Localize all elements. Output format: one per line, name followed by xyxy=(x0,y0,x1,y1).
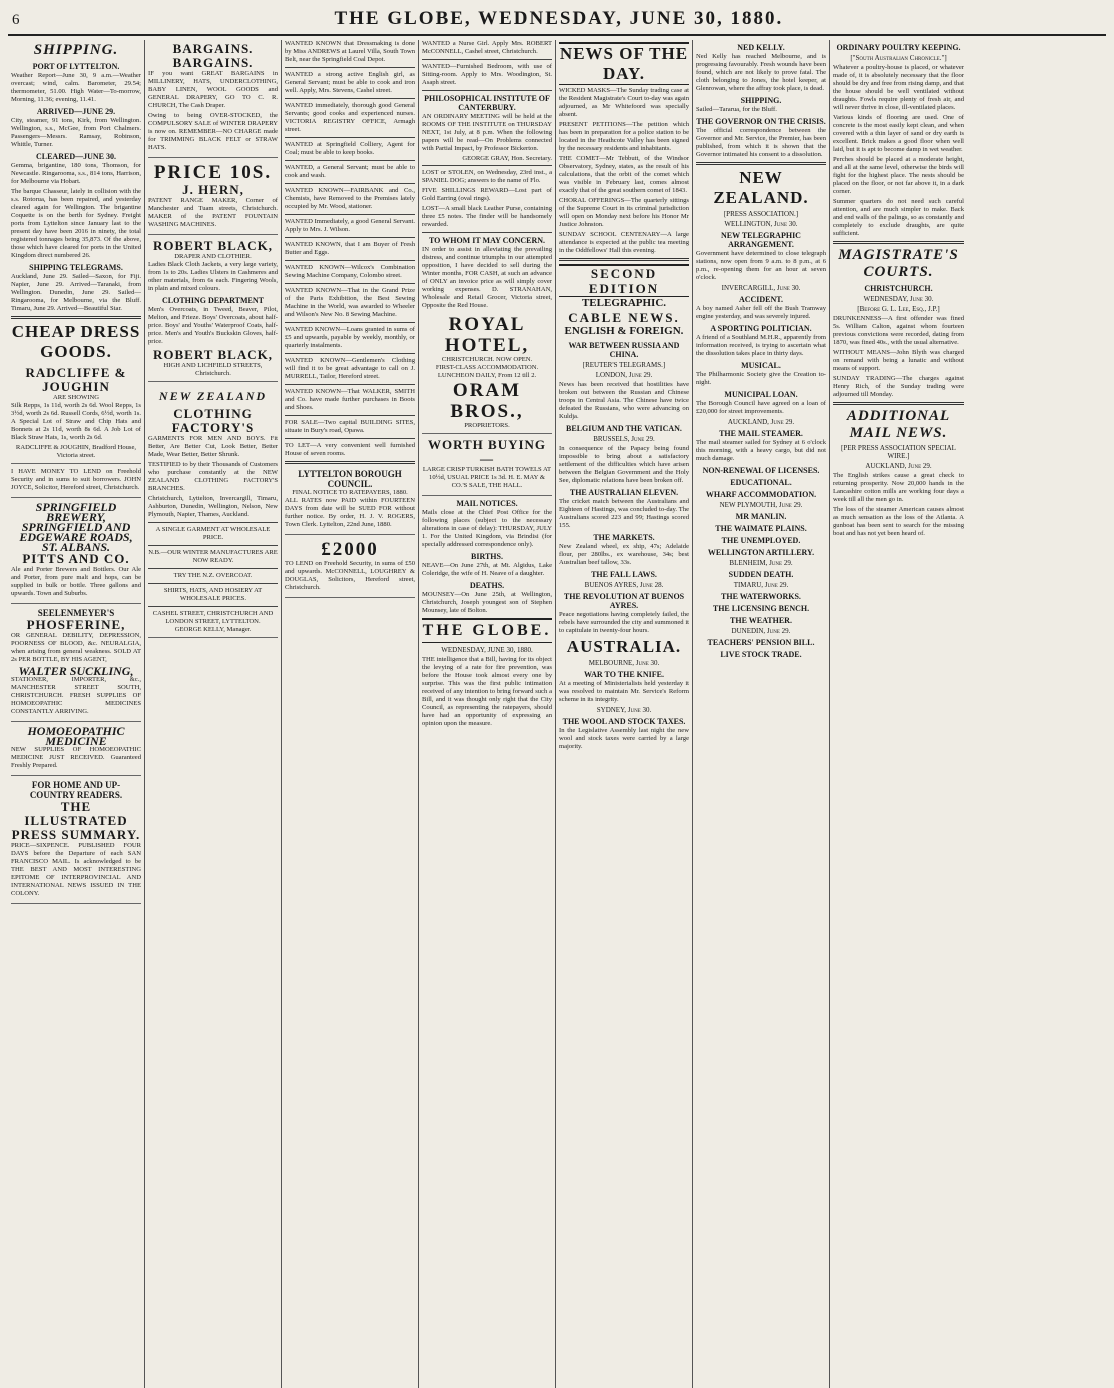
for-sale: FOR SALE—Two capital BUILDING SITES, situate in Bury's road, Opawa. xyxy=(285,419,415,434)
wellington-dateline: WELLINGTON, June 30. xyxy=(724,220,798,228)
nz-heading: NEW ZEALAND xyxy=(158,389,268,403)
seelen-name: SEELENMEYER'S xyxy=(37,608,115,618)
livestock-heading: LIVE STOCK TRADE. xyxy=(720,650,802,659)
loan-text: TO LEND on Freehold Security, in sums of £50 and upwards. McCONNELL, LOUGHREY & DOUGLAS, Solicitors, Hereford street, Christchurch. xyxy=(285,560,415,591)
births-text: NEAVE—On June 27th, at Mt. Algidus, Lake Coleridge, the wife of H. Neave of a daughter. xyxy=(422,562,552,577)
wanted-nurse: WANTED a Nurse Girl. Apply Mrs. ROBERT McCONNELL, Cashel street, Christchurch. xyxy=(422,40,552,55)
divider xyxy=(148,568,278,569)
news-2: PRESENT PETITIONS—The petition which has been in preparation for a police station to be located in the Heathcote Valley has been signed by the necessary residents and inhabitants. xyxy=(559,121,689,152)
arrived-heading: ARRIVED—JUNE 29. xyxy=(36,107,116,116)
english-foreign-heading: ENGLISH & FOREIGN. xyxy=(564,325,684,337)
clothing-text: Men's Overcoats, in Tweed, Beaver, Pilot, Melton, and Frieze. Boys' Overcoats, about half-price. Boys' and Youths' Waterproof Coats, half-price. Men's and Youth's Buckskin Gloves, half-price. xyxy=(148,306,278,345)
telegrams-heading: SHIPPING TELEGRAMS. xyxy=(29,263,123,272)
mail-text-1: The English strikes cause a great check to returning prosperity. Now 20,000 hands in the Lancashire cotton mills are working four days a week till all the men go in. xyxy=(833,472,964,503)
cheap-dress-heading: CHEAP DRESS GOODS. xyxy=(11,322,141,361)
column-3 xyxy=(282,40,419,1388)
lyttelton-sub: FINAL NOTICE TO RATEPAYERS, 1880. xyxy=(292,489,408,496)
australia-heading: AUSTRALIA. xyxy=(566,637,682,656)
masthead xyxy=(8,6,1106,36)
divider xyxy=(285,353,415,354)
homeo-ad xyxy=(11,724,141,776)
mail-text-2: The loss of the steamer American causes almost as much sensation as the loss of the Atlanta. A gunboat has been sent to search for the missing boat and has not yet been heard of. xyxy=(833,506,964,537)
divider xyxy=(148,583,278,584)
hern-text: PATENT RANGE MAKER, Corner of Manchester and Tuam streets, Christchurch. MAKER of the PATENT FOUNTAIN WASHING MACHINES. xyxy=(148,197,278,228)
sporting-heading: A SPORTING POLITICIAN. xyxy=(710,324,812,333)
poultry-text-3: Perches should be placed at a moderate height, and all at the same level, otherwise the birds will fight for the highest place. The nests should be placed on the floor, or not far above it, in a dark corner. xyxy=(833,156,964,195)
divider xyxy=(285,461,415,464)
telegrams-text: Auckland, June 29. Sailed—Saxon, for Fiji. Napier, June 29. Arrived—Taranaki, from Wellington. Dunedin, June 29. Sailed—Ringarooma, for Melbourne, via the Bluff. Timaru, June 29. Arrived—Beautiful Star. xyxy=(11,273,141,312)
single-garment: A SINGLE GARMENT AT WHOLESALE PRICE. xyxy=(155,526,271,541)
divider xyxy=(422,232,552,233)
divider xyxy=(148,522,278,523)
divider xyxy=(285,415,415,416)
shipping-heading: SHIPPING. xyxy=(33,42,119,58)
deaths-text: MOUNSEY—On June 25th, at Wellington, Christchurch, Joseph youngest son of Stephen Mounsey, late of Bolton. xyxy=(422,591,552,614)
cashel-address: CASHEL STREET, CHRISTCHURCH AND LONDON STREET, LYTTELTON. xyxy=(152,610,274,625)
lost-3: LOST—A small black Leather Purse, containing three £5 notes. The finder will be handsomely rewarded. xyxy=(422,205,552,228)
melbourne-heading: WAR TO THE KNIFE. xyxy=(583,670,665,679)
additional-sub: [PER PRESS ASSOCIATION SPECIAL WIRE.] xyxy=(841,444,956,460)
robert-address: HIGH AND LICHFIELD STREETS, Christchurch. xyxy=(163,362,263,377)
columns xyxy=(8,40,1106,1388)
brewery-ad xyxy=(11,500,141,604)
court-text-2: WITHOUT MEANS—John Blyth was charged on remand with being a lunatic and without means of support. xyxy=(833,349,964,372)
column-1 xyxy=(8,40,145,1388)
black-text: Ladies Black Cloth Jackets, a very large variety, from 1s to 20s. Ladies Ulsters in Cashmeres and other materials, from 6s each. Fingering Wools, in plain and mixed colours. xyxy=(148,261,278,292)
port-heading: PORT OF LYTTELTON. xyxy=(32,62,120,71)
worth-text: LARGE CRISP TURKISH BATH TOWELS AT 10½d, USUAL PRICE 1s 3d. H. E. MAY & CO.'S SALE, THE HALL. xyxy=(422,466,552,489)
war-heading: WAR BETWEEN RUSSIA AND CHINA. xyxy=(568,341,680,359)
steamer-heading: THE MAIL STEAMER. xyxy=(719,429,803,438)
timaru-dateline: TIMARU, June 29. xyxy=(733,581,789,589)
hern-ad xyxy=(148,160,278,235)
buenos-heading: THE REVOLUTION AT BUENOS AYRES. xyxy=(563,592,685,610)
unemployed-heading: THE UNEMPLOYED. xyxy=(721,536,801,545)
governor-text: The official correspondence between the Governor and Mr. Service, the Premier, has been published, from which it is shown that the Governor intimated his consent to a dissolution. xyxy=(696,127,826,158)
wanted-1: WANTED KNOWN that Dressmaking is done by Miss ANDREWS at Laurel Villa, South Town Belt, near the Springfield Coal Depot. xyxy=(285,40,415,63)
wharf-heading: WHARF ACCOMMODATION. xyxy=(705,490,817,499)
london-dateline: LONDON, June 29. xyxy=(595,371,653,379)
chch-date: WEDNESDAY, June 30. xyxy=(863,295,934,303)
markets-heading: THE MARKETS. xyxy=(593,533,655,542)
branches-list: Christchurch, Lyttelton, Invercargill, Timaru, Ashburton, Dunedin, Wellington, Nelson, New Plymouth, Napier, Thames, Auckland. xyxy=(148,495,278,518)
divider xyxy=(148,606,278,607)
loan-heading: MUNICIPAL LOAN. xyxy=(724,390,798,399)
divider xyxy=(285,438,415,439)
rates-text: ALL RATES now PAID within FOURTEEN DAYS from date will be SUED FOR without further notice. By order, H. J. V. ROGERS, Town Clerk. Lyttelton, 22nd June, 1880. xyxy=(285,497,415,528)
concern-text: IN order to assist in alleviating the prevailing distress, and continue triumphs in our attempted opposition, I have decided to sell during the Winter months, FOR CASH, at such an advance of ONLY an invoice price as will simply cover working expenses. D. STRANAHAN, Wholesale and Retail Grocer, Victoria street, Opposite the Red House. xyxy=(422,246,552,309)
nz-sub: CLOTHING FACTORY'S xyxy=(171,406,255,435)
masthead-spacer xyxy=(1097,12,1102,29)
shipping-heading: SHIPPING. xyxy=(740,96,782,105)
royal-name: ROYAL HOTEL, xyxy=(444,314,530,356)
divider xyxy=(422,59,552,60)
try-overcoat: TRY THE N.Z. OVERCOAT. xyxy=(173,572,253,579)
loan-text: The Borough Council have agreed on a loan of £20,000 for street improvements. xyxy=(696,400,826,415)
melbourne-dateline: MELBOURNE, June 30. xyxy=(588,659,660,667)
worth-heading: WORTH BUYING— xyxy=(427,437,547,466)
nz-heading: NEW ZEALAND. xyxy=(713,168,809,207)
divider xyxy=(285,183,415,184)
lost-1: LOST or STOLEN, on Wednesday, 23rd inst., a SPANIEL DOG; answers to the name of Flo. xyxy=(422,169,552,184)
divider xyxy=(285,98,415,99)
governor-heading: THE GOVERNOR ON THE CRISIS. xyxy=(696,117,826,126)
suckling-text: STATIONER, IMPORTER, &c., MANCHESTER STREET SOUTH, CHRISTCHURCH. FRESH SUPPLIES OF HOMOEOPATHIC MEDICINES CONSTANTLY ARRIVING. xyxy=(11,676,141,715)
buenos-dateline: BUENOS AYRES, June 28. xyxy=(584,581,664,589)
wanted-2: WANTED a strong active English girl, as General Servant; must be able to cook and iron well. Apply, Mrs. Stevens, Cashel street. xyxy=(285,71,415,94)
loan-amount: £2000 xyxy=(321,539,379,560)
melbourne-text: At a meeting of Ministerialists held yesterday it was resolved to maintain Mr. Service's Reform scheme in its integrity. xyxy=(559,680,689,703)
page-number: 6 xyxy=(12,12,21,28)
wanted-bedroom: WANTED—Furnished Bedroom, with use of Sitting-room. Apply to Mrs. Woodington, St. Asaph street. xyxy=(422,63,552,86)
wanted-5: WANTED, a General Servant; must be able to cook and wash. xyxy=(285,164,415,179)
homeo-name: HOMOEOPATHIC MEDICINE xyxy=(27,724,125,748)
wanted-13: WANTED KNOWN—That WALKER, SMITH and Co. have made further purchases in Boots and Shoes. xyxy=(285,388,415,411)
buenos-text: Peace negotiations having completely failed, the rebels have surrounded the city and summoned it to capitulate in twenty-four hours. xyxy=(559,611,689,634)
bargains-text-2: Owing to being OVER-STOCKED, the COMPULSORY SALE of WINTER DRAPERY is now on. REMEMBER—NO CHARGE made for TRIMMING BLACK FELT or STRAW HATS. xyxy=(148,112,278,151)
waimate-heading: THE WAIMATE PLAINS. xyxy=(715,524,807,533)
divider xyxy=(285,137,415,138)
sudden-heading: SUDDEN DEATH. xyxy=(728,570,794,579)
cable-news-heading: CABLE NEWS. xyxy=(568,310,680,325)
belgium-text: In consequence of the Papacy being found impossible to bring about a satisfactory settlement of the difficulties which have arisen between the Belgian Government and the Holy See, diplomatic relations have been broken off. xyxy=(559,445,689,484)
renewal-heading: NON-RENEWAL OF LICENSES. xyxy=(702,466,820,475)
wanted-11: WANTED KNOWN—Loans granted in sums of £5 and upwards, payable by weekly, monthly, or quarterly instalments. xyxy=(285,326,415,349)
phosferine-name: PHOSFERINE, xyxy=(26,617,126,632)
price-heading: PRICE 10S. xyxy=(153,162,273,183)
loan-ad xyxy=(285,537,415,598)
illustrated-text: PRICE—SIXPENCE. PUBLISHED FOUR DAYS before the Departure of each SAN FRANCISCO MAIL. Is acknowledged to be THE BEST AND MOST INTERESTING EPITOME OF INTERPROVINCIAL AND INTERNATIONAL NEWS ISSUED IN THE COLONY. xyxy=(11,842,141,897)
divider xyxy=(559,258,689,261)
poultry-source: ["South Australian Chronicle."] xyxy=(850,54,947,62)
page-title: THE GLOBE, WEDNESDAY, JUNE 30, 1880. xyxy=(334,8,784,29)
artillery-heading: WELLINGTON ARTILLERY. xyxy=(707,548,815,557)
poultry-text-1: Whatever a poultry-house is placed, or whatever made of, it is absolutely necessary that the floor should be dry and free from rising damp, and that the house should be well ventilated without draughts. Fowls require plenty of fresh air, and will never thrive in close, ill-ventilated places. xyxy=(833,64,964,111)
concern-heading: TO WHOM IT MAY CONCERN. xyxy=(428,236,546,245)
teachers-heading: TEACHERS' PENSION BILL. xyxy=(707,638,815,647)
home-readers-heading: FOR HOME AND UP-COUNTRY READERS. xyxy=(29,780,123,800)
wanted-7: WANTED Immediately, a good General Servant. Apply to Mrs. J. Wilson. xyxy=(285,218,415,233)
to-let: TO LET—A very convenient well furnished House of seven rooms. xyxy=(285,442,415,457)
london-text: News has been received that hostilities have broken out between the Russian and Chinese troops in Central Asia. The Chinese have twice defeated the Russians, who were advancing on Kuldja. xyxy=(559,381,689,420)
reuters-line: [REUTER'S TELEGRAMS.] xyxy=(582,361,666,369)
brewery-name: SPRINGFIELD BREWERY, SPRINGFIELD AND EDGEWARE ROADS, ST. ALBANS. xyxy=(19,500,133,554)
shipping-text: Sailed—Tararua, for the Bluff. xyxy=(696,106,777,113)
column-2 xyxy=(145,40,282,1388)
clothing-heading: CLOTHING DEPARTMENT xyxy=(161,296,265,305)
telegraphic-heading: TELEGRAPHIC. xyxy=(581,297,667,309)
poultry-heading: ORDINARY POULTRY KEEPING. xyxy=(836,43,961,52)
money-ad xyxy=(11,466,141,498)
news-heading: NEWS OF THE DAY. xyxy=(559,44,689,83)
waterworks-heading: THE WATERWORKS. xyxy=(721,592,801,601)
magistrate-heading: MAGISTRATE'S COURTS. xyxy=(838,247,959,280)
deaths-heading: DEATHS. xyxy=(469,581,505,590)
wool-heading: THE WOOL AND STOCK TAXES. xyxy=(562,717,686,726)
brussels-dateline: BRUSSELS, June 29. xyxy=(593,435,655,443)
lyttelton-council-ad xyxy=(285,467,415,535)
plymouth-dateline: NEW PLYMOUTH, June 29. xyxy=(719,501,803,509)
telegraph-text: Government have determined to close telegraph stations, now open from 9 a.m. to 8 p.m., at 6 p.m., re-opening them for an hour at seven o'clock. xyxy=(696,250,826,281)
nz-text-2: TESTIFIED to by their Thousands of Customers who purchase constantly at the NEW ZEALAND CLOTHING FACTORY'S BRANCHES. xyxy=(148,461,278,492)
weather-heading: THE WEATHER. xyxy=(730,616,792,625)
radcliffe-address: RADCLIFFE & JOUGHIN, Bradford House, Victoria street. xyxy=(15,444,137,459)
bargains-ad xyxy=(148,40,278,158)
markets-text: New Zealand wheel, ex ship, 47s; Adelaide flour, per 280lbs., ex warehouse, 34s; best Australian beef tallow, 33s. xyxy=(559,543,689,566)
radcliffe-name: RADCLIFFE & JOUGHIN xyxy=(25,365,127,394)
before-line: [Before G. L. Lee, Esq., J.P.] xyxy=(857,305,940,313)
phosferine-ad xyxy=(11,606,141,722)
wanted-12: WANTED KNOWN—Gentlemen's Clothing will find it to be great advantage to call on J. MURRELL, Tailor, Hereford street. xyxy=(285,357,415,380)
falls-heading: THE FALL LAWS. xyxy=(591,570,657,579)
divider xyxy=(833,402,964,405)
divider xyxy=(285,160,415,161)
wanted-10: WANTED KNOWN—That in the Grand Prize of the Paris Exhibition, the Best Sewing Machine in the World, was awarded to Wheeler and Wilson's New No. 8 Sewing Machine. xyxy=(285,287,415,318)
wool-text: In the Legislative Assembly last night the new wool and stock taxes were carried by a large majority. xyxy=(559,727,689,750)
divider xyxy=(285,322,415,323)
suckling-name: WALTER SUCKLING, xyxy=(18,664,134,678)
illustrated-ad xyxy=(11,778,141,904)
australian-heading: THE AUSTRALIAN ELEVEN. xyxy=(569,488,679,497)
births-heading: BIRTHS. xyxy=(471,552,503,561)
divider xyxy=(422,90,552,91)
news-5: SUNDAY SCHOOL CENTENARY—A large attendance is expected at the public tea meeting in the Oddfellows' Hall this evening. xyxy=(559,231,689,254)
wanted-3: WANTED immediately, thorough good General Servants; good cooks and experienced nurses. VICTORIA REGISTRY OFFICE, Armagh street. xyxy=(285,102,415,133)
arrived-text: City, steamer, 91 tons, Kirk, from Wellington. Wellington, s.s., McGee, from Port Chalmers. Passengers—Messrs. Ramsay, Robinson, Whittle, Turner. xyxy=(11,117,141,148)
divider xyxy=(285,260,415,261)
radcliffe-ad xyxy=(11,364,141,464)
wanted-6: WANTED KNOWN—FAIRBANK and Co., Chemists, have Removed to the Premises lately occupied by Mr. Wood, stationer. xyxy=(285,187,415,210)
nz-text: GARMENTS FOR MEN AND BOYS. Fit Better, Are Better Cut, Look Better, Better Made, Wear Better, Better Shrunk. xyxy=(148,435,278,458)
divider xyxy=(285,67,415,68)
winter-manufactures: N.B.—OUR WINTER MANUFACTURES ARE NOW READY. xyxy=(148,549,278,564)
licensing-heading: THE LICENSING BENCH. xyxy=(712,604,810,613)
pitts-name: PITTS AND CO. xyxy=(22,551,130,566)
chch-heading: CHRISTCHURCH. xyxy=(864,284,933,293)
court-text-1: DRUNKENNESS—A first offender was fined 5s. William Calton, against whom fourteen previous convictions were recorded, dating from 1870, was fined 40s., with the usual alternative. xyxy=(833,315,964,346)
manlin-heading: MR MANLIN. xyxy=(735,512,787,521)
musical-heading: MUSICAL. xyxy=(741,361,781,370)
wanted-9: WANTED KNOWN—Wilcox's Combination Sewing Machine Company, Colombo street. xyxy=(285,264,415,279)
divider xyxy=(833,241,964,244)
weather-report: Weather Report—June 30, 9 a.m.—Weather overcast; wind, calm. Barometer, 29.54; thermometer, 51.00. High Water—To-morrow, Morning, 11.36; evening, 11.41. xyxy=(11,72,141,103)
news-1: WICKED MASKS—The Sunday trading case at the Resident Magistrate's Court to-day was again adjourned, as Mr Whitefoord was specially absent. xyxy=(559,87,689,118)
are-showing: ARE SHOWING xyxy=(53,394,99,401)
divider xyxy=(11,316,141,319)
belgium-heading: BELGIUM AND THE VATICAN. xyxy=(566,424,682,433)
philo-text: AN ORDINARY MEETING will be held at the ROOMS OF THE INSTITUTE on THURSDAY NEXT, 1st July, at 8 p.m. When the following papers will be read—On Problems connected with Partial Impact, by Professor Bickerton. xyxy=(422,113,552,152)
poultry-text-4: Summer quarters do not need such careful attention, and are much simpler to make. Back and end walls of the palings, so as constantly and completely to exclude draughts, are quite sufficient. xyxy=(833,198,964,237)
divider xyxy=(285,214,415,215)
second-edition-heading: SECOND EDITION xyxy=(559,264,689,297)
nz-clothing-ad xyxy=(148,384,278,638)
philo-sign: GEORGE GRAY, Hon. Secretary. xyxy=(462,155,552,162)
hern-name: J. HERN, xyxy=(182,182,244,197)
column-6 xyxy=(693,40,830,1388)
pitts-text: Ale and Porter Brewers and Bottlers. Our Ale and Porter, from pure malt and hops, can be supplied in bulk or bottle. Three gallons and upwards. Town and Suburbs. xyxy=(11,566,141,597)
musical-text: The Philharmonic Society give the Creation to-night. xyxy=(696,371,826,386)
press-line: [PRESS ASSOCIATION.] xyxy=(723,210,799,218)
globe-editorial: THE intelligence that a Bill, having for its object the levying of a rate for fire prevention, was before the House took almost every one by surprise. This was the first public intimation received of any intention to bring forward such a Bill, and it was thought only right that the City Council, as representing the ratepayers, should have had an opportunity of expressing an opinion upon the measure. xyxy=(422,656,552,727)
worth-buying-ad xyxy=(422,436,552,496)
invercargill-dateline: INVERCARGILL, June 30. xyxy=(721,284,801,292)
black-ad xyxy=(148,237,278,382)
manager: GEORGE KELLY, Manager. xyxy=(174,626,252,633)
news-3: THE COMET—Mr Tebbutt, of the Windsor Observatory, Sydney, states, as the result of his calculations, that the orbit of the comet which was visible in February last, comes almost exactly that of the great southern comet of 1843. xyxy=(559,155,689,194)
shipping-paragraph: The barque Chasseur, lately in collision with the s.s. Rotorua, has been repaired, and yesterday cleared again for Wellington. The brigantine Coquette is on the berth for Sydney. Freight ports from Lyttelton since January last to the present day have been 2016 in ninety, the total registered tonnages being 35,873. Of the above, those which have cleared for ports in the United Kingdom direct numbered 26. xyxy=(11,188,141,259)
illustrated-name: THE ILLUSTRATED PRESS SUMMARY. xyxy=(11,799,141,842)
black-name: ROBERT BLACK, xyxy=(153,238,273,253)
blenheim-dateline: BLENHEIM, June 29. xyxy=(729,559,793,567)
steamer-text: The mail steamer sailed for Sydney at 6 o'clock this morning, with a heavy cargo, but did not much damage. xyxy=(696,439,826,462)
bargains-text: IF you want GREAT BARGAINS in MILLINERY, HATS, UNDERCLOTHING, BABY LINEN, WOOL GOODS and GENERAL DRAPERY, GO TO C. R. CHURCH, The Cash Draper. xyxy=(148,70,278,109)
black-sub: DRAPER AND CLOTHIER. xyxy=(174,253,252,260)
phosferine-text: OR GENERAL DEBILITY, DEPRESSION, POORNESS OF BLOOD, &c. NEURALGIA, when arising from general weakness. SOLD AT 2s PER BOTTLE, BY HIS AGENT, xyxy=(11,632,141,663)
lyttelton-heading: LYTTELTON BOROUGH COUNCIL. xyxy=(298,469,402,489)
homeo-text: NEW SUPPLIES OF HOMOEOPATHIC MEDICINE JUST RECEIVED. Guaranteed Freshly Prepared. xyxy=(11,746,141,769)
cleared-text: Gemma, brigantine, 180 tons, Thomson, for Newcastle. Ringarooma, s.s., 814 tons, Harrison, for Melbourne via Hobart. xyxy=(11,162,141,185)
column-5 xyxy=(556,40,693,1388)
hosiery: SHIRTS, HATS, AND HOSIERY AT WHOLESALE PRICES. xyxy=(163,587,263,602)
divider xyxy=(285,384,415,385)
sporting-text: A friend of a Southland M.H.R., apparently from information received, is trying to ascertain what the dissolution takes place in thirty days. xyxy=(696,334,826,357)
column-7 xyxy=(830,40,967,1388)
column-4 xyxy=(419,40,556,1388)
globe-date: WEDNESDAY, JUNE 30, 1880. xyxy=(441,646,533,654)
auckland-dateline: AUCKLAND, June 29. xyxy=(727,418,795,426)
educational-heading: EDUCATIONAL. xyxy=(730,478,792,487)
auckland-dateline: AUCKLAND, June 29. xyxy=(865,462,932,470)
goods-list: Silk Repps, 1s 11d, worth 2s 6d. Wool Repps, 1s 3½d, worth 2s 6d. Russell Cords, 6½d, worth 1s. A Special Lot of Straw and Chip Hats and Bonnets at 2s 11d, worth 8s 6d. A Job Lot of Black Straw Hats, 1s, worth 2s 6d. xyxy=(11,402,141,441)
kelly-heading: NED KELLY. xyxy=(737,43,785,52)
poultry-text-2: Various kinds of flooring are used. One of concrete is the most easily kept clean, and when covered with a thin layer of sand or dry earth is excellent. Brick makes a good floor when well laid, but it is apt to become damp in wet weather. xyxy=(833,114,964,153)
divider xyxy=(148,545,278,546)
globe-heading: THE GLOBE. xyxy=(422,618,552,643)
oram-name: ORAM BROS., xyxy=(450,380,524,422)
royal-text: FIRST-CLASS ACCOMMODATION. LUNCHEON DAILY, From 12 till 2. xyxy=(435,364,539,379)
telegraph-heading: NEW TELEGRAPHIC ARRANGEMENT. xyxy=(721,231,801,249)
sydney-dateline: SYDNEY, June 30. xyxy=(596,706,652,714)
divider xyxy=(285,283,415,284)
mail-text: Mails close at the Chief Post Office for the following places (subject to the necessary alterations in case of delay): THURSDAY, JULY 1. For the United Kingdom, via Brindisi (for specially addressed correspondence only). xyxy=(422,509,552,548)
royal-hotel-ad xyxy=(422,312,552,434)
mail-heading: MAIL NOTICES. xyxy=(456,499,518,508)
australian-text: The cricket match between the Australians and Eighteen of Hastings, was concluded to-day. The Australians scored 223 and 99; Hastings scored 155. xyxy=(559,498,689,529)
lost-2: FIVE SHILLINGS REWARD—Lost part of Gold Earring (oval rings). xyxy=(422,187,552,202)
divider xyxy=(422,165,552,166)
cleared-heading: CLEARED—JUNE 30. xyxy=(35,152,116,161)
bargains-heading: BARGAINS. BARGAINS. xyxy=(172,41,254,70)
court-text-3: SUNDAY TRADING—The charges against Henry Rich, of the Sunday trading were adjourned till Monday. xyxy=(833,375,964,398)
wanted-8: WANTED KNOWN, that I am Buyer of Fresh Butter and Eggs. xyxy=(285,241,415,256)
news-4: CHORAL OFFERINGS—The quarterly sittings of the Supreme Court in its criminal jurisdiction will open on Monday next before his Honor Mr Justice Johnston. xyxy=(559,197,689,228)
dunedin-dateline: DUNEDIN, June 29. xyxy=(731,627,791,635)
additional-heading: ADDITIONAL MAIL NEWS. xyxy=(846,408,951,441)
royal-sub: CHRISTCHURCH. NOW OPEN. xyxy=(441,356,533,363)
robert-name: ROBERT BLACK, xyxy=(153,347,273,362)
philo-heading: PHILOSOPHICAL INSTITUTE OF CANTERBURY. xyxy=(424,94,550,112)
kelly-text: Ned Kelly has reached Melbourne, and is progressing favourably. Fresh wounds have been found, which are not likely to prove fatal. The cloth belonging to Jones, the hotel keeper, at Glenrowan, where the affray took place, is dead. xyxy=(696,53,826,92)
oram-sub: PROPRIETORS. xyxy=(464,422,510,429)
accident-heading: ACCIDENT. xyxy=(738,295,784,304)
money-text: I HAVE MONEY TO LEND on Freehold Security and in sums to suit borrowers. JOHN JOYCE, Solicitor, Hereford street, Christchurch. xyxy=(11,468,141,491)
wanted-4: WANTED at Springfield Colliery, Agent for Coal; must be able to keep books. xyxy=(285,141,415,156)
divider xyxy=(285,237,415,238)
divider xyxy=(696,162,826,165)
accident-text: A boy named Asher fell off the Bush Tramway engine yesterday, and was severely injured. xyxy=(696,305,826,320)
